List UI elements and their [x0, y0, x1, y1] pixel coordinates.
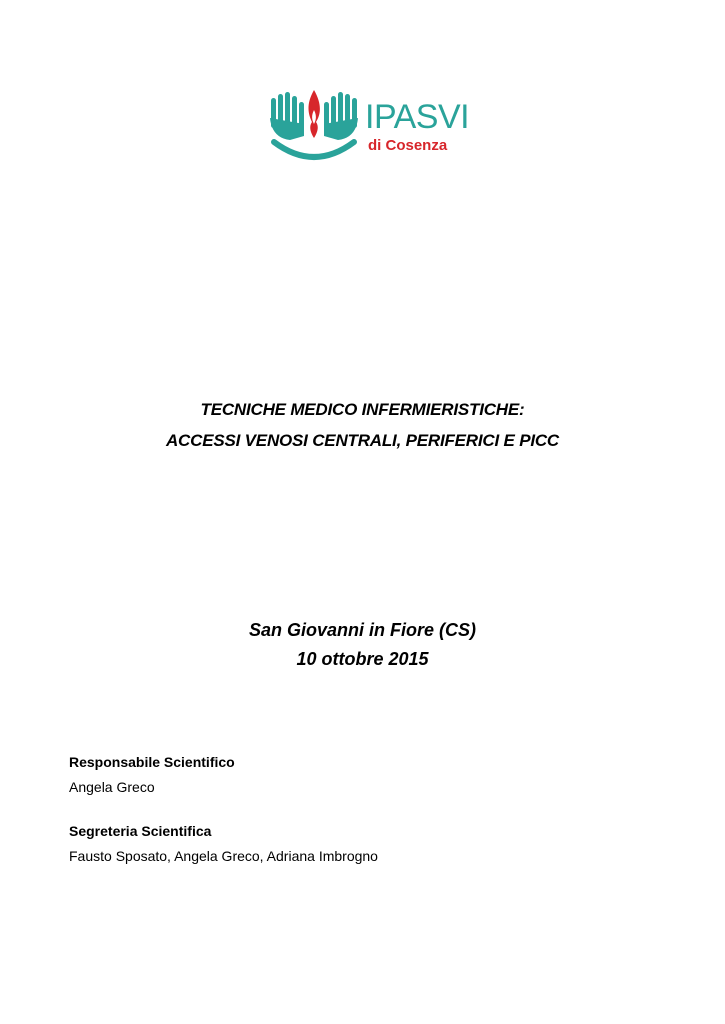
- document-title-line-2: ACCESSI VENOSI CENTRALI, PERIFERICI E PICC: [165, 431, 560, 450]
- segreteria-label: Segreteria Scientifica: [69, 823, 212, 839]
- responsabile-label: Responsabile Scientifico: [69, 754, 235, 770]
- document-title-line-1: TECNICHE MEDICO INFERMIERISTICHE:: [200, 400, 525, 419]
- logo-subtitle: di Cosenza: [368, 137, 448, 154]
- logo-name: IPASVI: [365, 98, 470, 136]
- segreteria-value: Fausto Sposato, Angela Greco, Adriana Imbrogno: [69, 848, 378, 864]
- event-place: San Giovanni in Fiore (CS): [248, 620, 477, 640]
- ipasvi-logo: [268, 88, 468, 168]
- responsabile-value: Angela Greco: [69, 779, 155, 795]
- event-date: 10 ottobre 2015: [296, 649, 429, 669]
- hands-with-flame-logo-icon: [268, 88, 360, 168]
